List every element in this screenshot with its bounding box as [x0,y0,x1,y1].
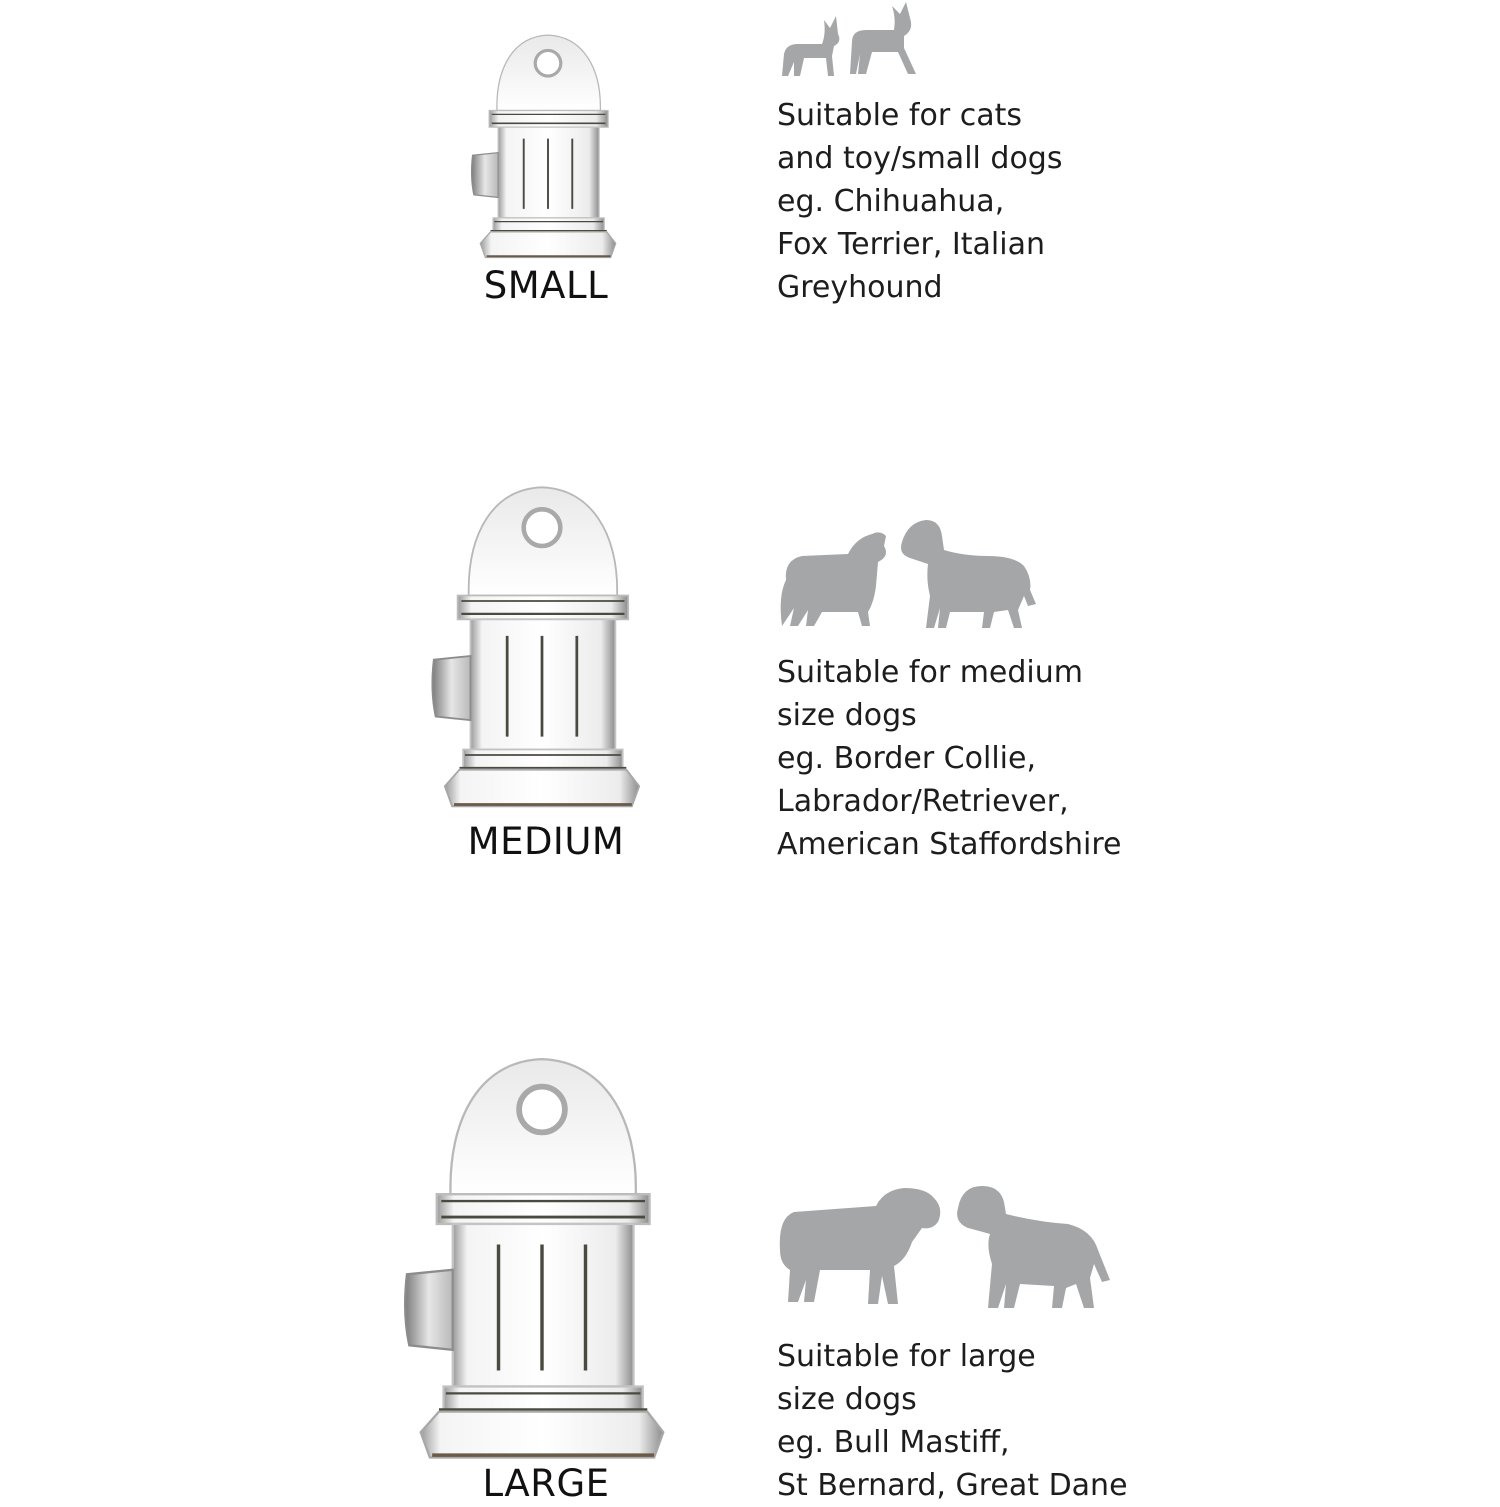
description-line: Suitable for large [777,1339,1036,1374]
small-dogs-silhouette-icon [776,0,926,82]
medium-dogs-silhouette-icon [778,516,1040,636]
size-label: MEDIUM [467,820,625,863]
description-line: Fox Terrier, Italian [777,227,1045,262]
description-line: Greyhound [777,270,943,305]
description-line: Labrador/Retriever, [777,784,1069,819]
description-line: St Bernard, Great Dane [777,1468,1128,1503]
description-line: eg. Bull Mastiff, [777,1425,1010,1460]
fire-hydrant-tag-icon [398,30,698,260]
description-line: Suitable for cats [777,98,1022,133]
size-description [777,1335,1128,1507]
description-line: Suitable for medium [777,655,1083,690]
fire-hydrant-tag-icon [372,480,712,810]
large-dogs-silhouette-icon [776,1184,1112,1310]
description-line: size dogs [777,1382,917,1417]
description-line: and toy/small dogs [777,141,1063,176]
size-description [777,94,1062,309]
size-label: SMALL [483,264,609,307]
size-description [777,651,1121,866]
size-label: LARGE [482,1462,610,1505]
description-line: eg. Chihuahua, [777,184,1005,219]
description-line: American Staffordshire [777,827,1122,862]
description-line: size dogs [777,698,917,733]
fire-hydrant-tag-icon [340,1050,744,1462]
description-line: eg. Border Collie, [777,741,1036,776]
